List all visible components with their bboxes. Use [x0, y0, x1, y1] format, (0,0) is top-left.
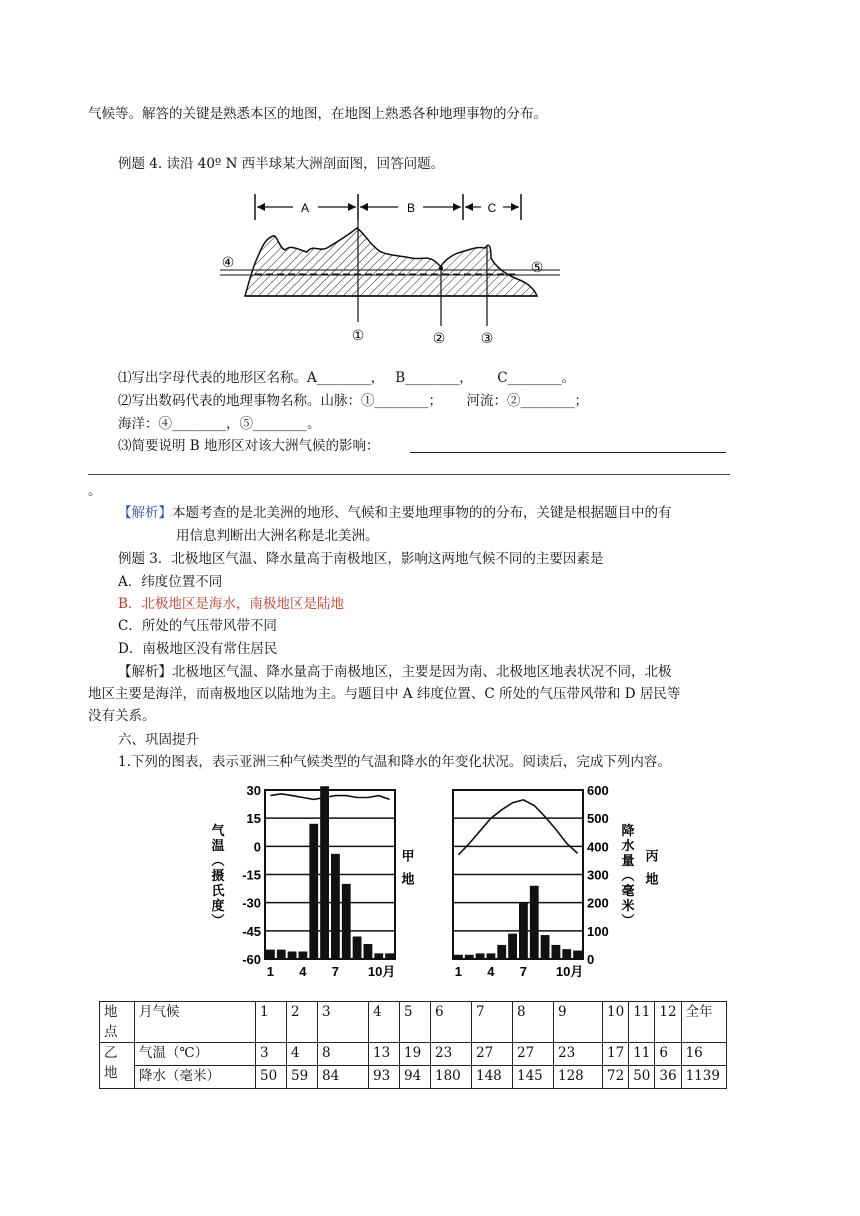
climate-chart-jia — [205, 776, 420, 984]
bar — [519, 903, 528, 959]
table-row — [100, 1043, 727, 1066]
table-temp-label: 气温（℃） — [135, 1043, 256, 1066]
y-tick-label: 100 — [587, 923, 609, 939]
label-3: ③ — [480, 330, 494, 346]
table-cell: 9 — [554, 1002, 603, 1043]
table-cell: 6 — [655, 1043, 681, 1066]
table-cell: 13 — [369, 1043, 400, 1066]
table-cell: 16 — [681, 1043, 726, 1066]
x-tick-label: 1 — [454, 964, 463, 979]
y-tick-label: 0 — [253, 839, 261, 855]
y-axis-title: 气温（摄氏度） — [209, 823, 225, 929]
bar — [277, 950, 286, 959]
y-tick-label: 400 — [587, 839, 609, 855]
analysis-2-tag: 【解析】 — [118, 664, 172, 680]
bar — [374, 953, 383, 959]
table-cell: 27 — [513, 1043, 554, 1066]
y-tick-label: -45 — [242, 923, 261, 939]
table-cell: 94 — [400, 1066, 431, 1089]
temperature-line — [270, 794, 389, 800]
label-4: ④ — [221, 254, 235, 270]
table-cell: 23 — [554, 1043, 603, 1066]
bar — [454, 955, 463, 959]
bar — [385, 953, 394, 959]
bar — [552, 945, 561, 959]
question-4-3: ⑶简要说明 B 地形区对该大洲气候的影响： — [118, 438, 380, 454]
table-cell: 93 — [369, 1066, 400, 1089]
table-cell: 11 — [629, 1043, 655, 1066]
label-a: A — [300, 201, 310, 215]
bar — [530, 886, 539, 959]
y-axis-title: 降水量（毫米） — [619, 823, 635, 929]
question-4-2b: 海洋：④________，⑤________。 — [118, 416, 321, 432]
label-1: ① — [351, 327, 365, 343]
table-cell: 11 — [629, 1002, 655, 1043]
bar — [497, 945, 506, 959]
analysis-1-line1: 本题考查的是北美洲的地形、气候和主要地理事物的的分布，关键是根据题目中的有 — [172, 505, 672, 521]
y-tick-label: 15 — [246, 811, 261, 827]
table-cell: 23 — [431, 1043, 472, 1066]
table-cell: 72 — [603, 1066, 629, 1089]
analysis-1 — [118, 503, 672, 523]
analysis-2-line1: 北极地区气温、降水量高于南极地区，主要是因为南、北极地区地表状况不同，北极 — [172, 664, 672, 680]
table-cell: 50 — [629, 1066, 655, 1089]
table-cell: 145 — [513, 1066, 554, 1089]
question-main: 1.下列的图表，表示亚洲三种气候类型的气温和降水的年变化状况。阅读后，完成下列内容。 — [118, 754, 671, 770]
table-cell: 1139 — [681, 1066, 726, 1089]
table-cell: 19 — [400, 1043, 431, 1066]
analysis-1-line2: 用信息判断出大洲名称是北美洲。 — [176, 528, 379, 544]
table-cell: 2 — [287, 1002, 318, 1043]
station-name: 丙地 — [643, 849, 659, 895]
answer-line — [410, 452, 726, 453]
label-c: C — [487, 201, 497, 215]
x-tick-label: 10月 — [555, 964, 584, 979]
table-cell: 5 — [400, 1002, 431, 1043]
label-2: ② — [432, 330, 446, 346]
x-tick-label: 7 — [331, 964, 340, 979]
table-cell: 6 — [431, 1002, 472, 1043]
bar — [331, 854, 340, 959]
table-header-place: 地 点 — [100, 1002, 135, 1043]
option-b: B．北极地区是海水，南极地区是陆地 — [118, 596, 344, 612]
option-c: C．所处的气压带风带不同 — [118, 618, 277, 634]
label-5: ⑤ — [530, 259, 544, 275]
y-tick-label: 500 — [587, 811, 609, 827]
bar — [353, 936, 362, 959]
bar — [320, 786, 329, 959]
x-tick-label: 10月 — [367, 964, 396, 979]
y-tick-label: -15 — [242, 867, 261, 883]
bar — [364, 944, 373, 959]
table-cell: 8 — [513, 1002, 554, 1043]
divider — [88, 474, 730, 475]
table-cell: 4 — [369, 1002, 400, 1043]
table-cell: 4 — [287, 1043, 318, 1066]
table-header-item: 月气候 — [135, 1002, 256, 1043]
table-cell: 36 — [655, 1066, 681, 1089]
table-cell: 84 — [318, 1066, 369, 1089]
bar — [476, 953, 485, 959]
bar — [309, 824, 318, 959]
table-cell: 180 — [431, 1066, 472, 1089]
analysis-2-line3: 没有关系。 — [88, 708, 156, 724]
question-4-2: ⑵写出数码代表的地理事物名称。山脉：①________； 河流：②________； — [118, 393, 589, 409]
table-cell: 17 — [603, 1043, 629, 1066]
example3-title: 例题 3．北极地区气温、降水量高于南极地区，影响这两地气候不同的主要因素是 — [118, 551, 604, 567]
bar — [487, 953, 496, 959]
example4-title: 例题 4. 读沿 40º N 西半球某大洲剖面图，回答问题。 — [118, 156, 445, 172]
table-cell: 27 — [472, 1043, 513, 1066]
analysis-2-line2: 地区主要是海洋，而南极地区以陆地为主。与题目中 A 纬度位置、C 所处的气压带风带和 D 居民等 — [88, 686, 681, 702]
bar — [508, 934, 517, 959]
bar — [573, 951, 582, 959]
option-d: D．南极地区没有常住居民 — [118, 641, 278, 657]
table-cell: 8 — [318, 1043, 369, 1066]
table-cell: 1 — [256, 1002, 287, 1043]
bar — [288, 951, 297, 959]
label-b: B — [406, 201, 416, 215]
x-tick-label: 4 — [487, 964, 495, 979]
table-cell: 50 — [256, 1066, 287, 1089]
station-name: 甲地 — [399, 849, 415, 895]
tail-mark: 。 — [88, 483, 102, 499]
bar — [541, 935, 550, 959]
table-cell: 12 — [655, 1002, 681, 1043]
y-tick-label: 600 — [587, 783, 609, 798]
bar — [465, 955, 474, 959]
analysis-2 — [118, 662, 672, 682]
table-cell: 全年 — [681, 1002, 726, 1043]
table-rain-label: 降水（毫米） — [135, 1066, 256, 1089]
table-row — [100, 1066, 727, 1089]
y-tick-label: 30 — [246, 783, 261, 798]
x-tick-label: 7 — [519, 964, 528, 979]
bar — [562, 949, 571, 959]
y-tick-label: -60 — [242, 952, 261, 967]
table-cell: 7 — [472, 1002, 513, 1043]
text-top-line: 气候等。解答的关键是熟悉本区的地图，在地图上熟悉各种地理事物的分布。 — [88, 106, 547, 122]
climate-chart-bing — [428, 776, 678, 984]
question-4-1: ⑴写出字母代表的地形区名称。A________， B________， C________。 — [118, 370, 576, 386]
climate-table — [99, 1001, 727, 1089]
y-tick-label: -30 — [242, 895, 261, 911]
x-tick-label: 1 — [266, 964, 275, 979]
table-cell: 148 — [472, 1066, 513, 1089]
y-tick-label: 200 — [587, 895, 609, 911]
bar — [299, 951, 308, 959]
table-cell: 59 — [287, 1066, 318, 1089]
option-a: A．纬度位置不同 — [118, 574, 223, 590]
x-tick-label: 4 — [299, 964, 307, 979]
table-cell: 3 — [318, 1002, 369, 1043]
table-cell: 10 — [603, 1002, 629, 1043]
table-place-yi: 乙 地 — [100, 1043, 135, 1089]
y-tick-label: 0 — [587, 952, 595, 967]
bar — [342, 884, 351, 959]
analysis-tag: 【解析】 — [118, 505, 172, 521]
bar — [266, 950, 275, 959]
table-cell: 128 — [554, 1066, 603, 1089]
y-tick-label: 300 — [587, 867, 609, 883]
table-row — [100, 1002, 727, 1043]
cross-section-figure — [215, 186, 575, 350]
section-title: 六、巩固提升 — [118, 732, 199, 748]
table-cell: 3 — [256, 1043, 287, 1066]
